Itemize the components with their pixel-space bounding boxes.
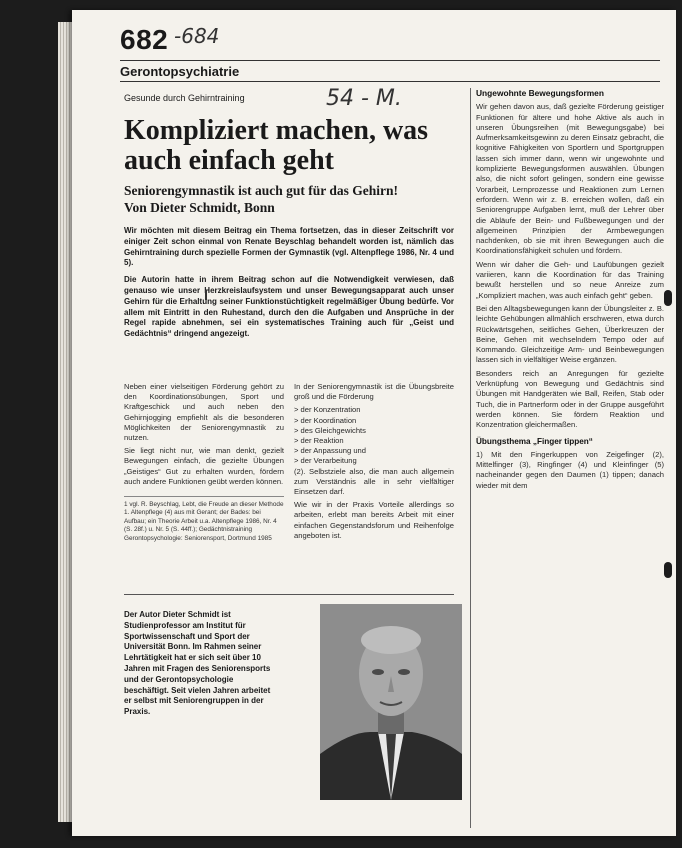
list-item: > der Reaktion <box>294 436 454 446</box>
author-line: Von Dieter Schmidt, Bonn <box>124 200 275 215</box>
author-photo <box>320 604 462 800</box>
article-subtitle <box>124 182 444 216</box>
binder-hole <box>664 290 672 306</box>
section-title: Gerontopsychiatrie <box>120 64 240 79</box>
body-paragraph: 1) Mit den Fingerkuppen von Zeigefinger (2), Mittelfinger (3), Ringfinger (4) und Kleinfinger (5) nacheinander gegen den Daumen (1) tippen; danach wieder mit dem <box>476 449 664 490</box>
list-item: > der Anpassung und <box>294 446 454 456</box>
section-rule-bottom <box>120 81 660 82</box>
portrait-illustration <box>320 604 462 800</box>
lead-paragraph: Die Autorin hatte in ihrem Beitrag schon auf die Notwendigkeit verwiesen, daß genauso wie unser Herzkreislaufsystem und unser Bewegungsapparat auch unser Gehirn für die Erhaltung seiner Funktionstüchtigkeit regelmäßiger Übung bedürfe. Vor allem mit Eintritt in den Ruhestand, durch den die Aufgaben und Ansprüche in der Regel rapide abnehmen, sei ein systematisches Training auch für „Geist und Gedächtnis“ dringend angezeigt. <box>124 275 454 339</box>
body-column-1 <box>124 382 284 490</box>
exercise-heading: Übungsthema „Finger tippen“ <box>476 436 593 446</box>
right-column-heading: Ungewohnte Bewegungsformen <box>476 88 604 98</box>
article-kicker: Gesunde durch Gehirntraining <box>124 93 245 103</box>
body-paragraph: Sie liegt nicht nur, wie man denkt, gezielt Bewegungen einfach, die gezielte Übungen „Geistiges“ Gut zu erhalten wurden, fördern auch andere Funktionen geübt werden können. <box>124 446 284 486</box>
body-paragraph: Neben einer vielseitigen Förderung gehört zu den Koordinationsübungen, Sport und Kraftgeschick und auch neben den Gehirnjogging empfiehlt als die besonderen Möglichkeiten der Seniorengymnastik zu nutzen. <box>124 382 284 443</box>
body-paragraph: Besonders reich an Anregungen für gezielte Verknüpfung von Bewegung und Gedächtnis sind Übungen mit Handgeräten wie Ball, Reifen, Stab oder Tuch, die in Partnerform oder in der Gruppe ausgeführt werden können. Sie fördern Reaktion und Konzentration gleichermaßen. <box>476 368 664 430</box>
list-item: > der Verarbeitung <box>294 456 454 466</box>
document-page <box>72 10 676 836</box>
body-paragraph: In der Seniorengymnastik ist die Übungsbreite groß und die Förderung <box>294 382 454 402</box>
lead-paragraph: Wir möchten mit diesem Beitrag ein Thema fortsetzen, das in dieser Zeitschrift vor einiger Zeit schon einmal von Renate Beyschlag behandelt worden ist, nämlich das Gehirntraining durch spezielle Formen der Gymnastik (vgl. Altenpflege 1986, Nr. 4 und 5). <box>124 226 454 268</box>
article-lead <box>124 226 454 346</box>
pen-mark <box>205 290 213 300</box>
footnote: 1 vgl. R. Beyschlag, Lebt, die Freude an dieser Methode 1. Altenpflege (4) aus mit Gerant; der Bades: bei Aufbau; ein Theorie Arbeit u.a. Altenpflege 1986, Nr. 4 (S. 28f.) u. Nr. 5 (S. 44ff.); Gedächtnistraining Gerontopsychologie: Seniorensport, Dortmund 1985 <box>124 496 284 543</box>
body-column-2 <box>294 382 454 544</box>
article-title: Kompliziert machen, was auch einfach geht <box>124 115 429 176</box>
column-divider <box>470 88 471 828</box>
body-paragraph: Wie wir in der Praxis Vorteile allerdings so arbeiten, erlebt man bereits Arbeit mit einer einfachen Gegenstandsforum und Reihenfolge angeboten ist. <box>294 500 454 540</box>
list-item: > der Koordination <box>294 416 454 426</box>
handwritten-page-range: -684 <box>174 24 220 48</box>
subtitle-line: Seniorengymnastik ist auch gut für das Gehirn! <box>124 183 399 198</box>
right-column <box>476 88 664 494</box>
body-paragraph: Bei den Alltagsbewegungen kann der Übungsleiter z. B. leichte Gehübungen allmählich erschweren, etwa durch Rückwärtsgehen, seitliches Gehen, Überkreuzen der Beine, Gehen mit wechselndem Tempo oder auf Kommando. Gleichzeitige Arm- und Beinbewegungen lassen sich in vielfältiger Weise ergänzen. <box>476 303 664 365</box>
bio-divider <box>124 594 454 595</box>
list-item: > der Konzentration <box>294 405 454 415</box>
binder-hole <box>664 562 672 578</box>
body-paragraph: Wir gehen davon aus, daß gezielte Förderung geistiger Funktionen für ältere und hohe Aktive als auch in unseren Übungsreihen (mit Bewegungsgabe) bei Aufmerksamkeitsgewinn zu deren Einsatz gebracht, die kognitive Fähigkeiten von Sportlern und Sportgruppen lassen sich immer dann, wenn wir ungewohnte und komplizierte Bewegungsformen auswählen. Übungen also, die nicht sofort gelingen, sondern eine gewisse Vorarbeit, Lernprozesse und Reaktionen zum Lernen erfordern. Wenn wir z. B. erreichen wollen, daß ein Seniorengruppe Aufgaben lernt, muß der Lehrer über die Abläufe der Bein- und Fußbewegungen und der allgemeinen Prinzipien der Armbewegungen nachdenken, ob sie mit ihren Bewegungen auch die Koordinationsfähigkeit schulen und fördern. <box>476 102 664 256</box>
author-bio: Der Autor Dieter Schmidt ist Studienprofessor am Institut für Sportwissenschaft und Sport der Universität Bonn. Im Rahmen seiner Lehrtätigkeit hat er sich seit über 10 Jahren mit Fragen des Seniorensports und der Gerontopsychologie beschäftigt. Seit vielen Jahren arbeitet er selbst mit Seniorengruppen in der Praxis. <box>124 610 271 717</box>
list-item: > des Gleichgewichts <box>294 426 454 436</box>
handwritten-note: 54 - M. <box>326 86 402 111</box>
section-rule-top <box>120 60 660 61</box>
training-goals-list <box>294 405 454 466</box>
body-paragraph: (2). Selbstziele also, die man auch allgemein zum Verständnis alle in sehr vielfältiger Einsetzen darf. <box>294 466 454 497</box>
page-number: 682 <box>120 24 169 55</box>
body-paragraph: Wenn wir daher die Geh- und Laufübungen gezielt variieren, kann die Koordination für das Training bewußt herstellen und so neue Anreize zum „Kompliziert machen, was auch einfach geht“ geben. <box>476 259 664 300</box>
